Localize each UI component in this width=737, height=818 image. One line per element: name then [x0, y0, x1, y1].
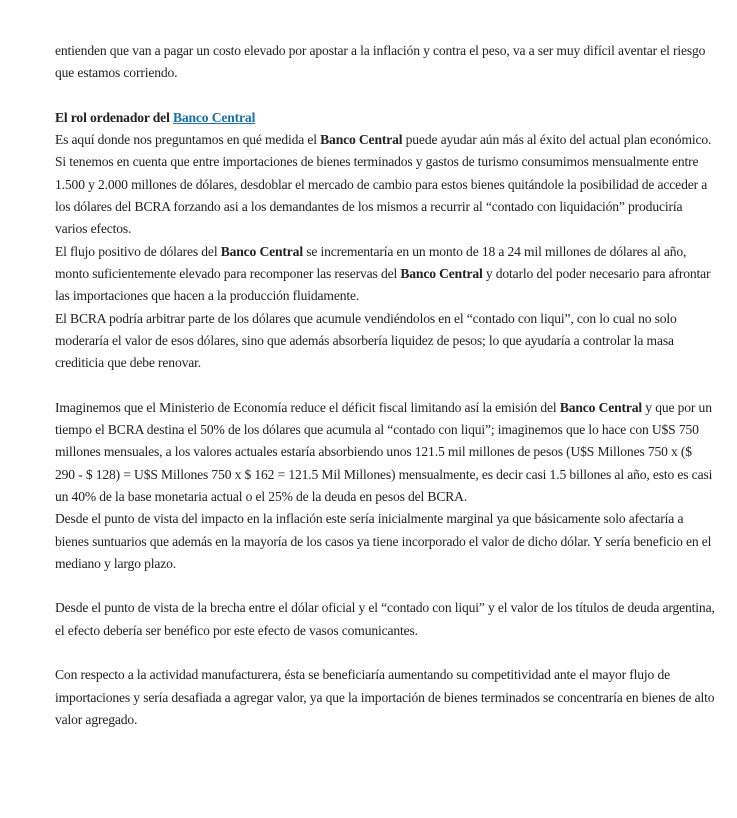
bold-term: Banco Central: [559, 399, 643, 415]
paragraph-bcra-arbitrage: El BCRA podría arbitrar parte de los dólares que acumule vendiéndolos en el “contado con liqui”, con lo cual no solo moderaría el valor de esos dólares, sino que además absorbería liquidez de pesos; lo que ayudaría a controlar la masa crediticia que debe renovar.: [55, 310, 677, 371]
paragraph-text: y dotarlo del poder necesario para afrontar las importaciones que hacen a la producción fluidamente.: [55, 265, 711, 304]
paragraph-exchange-gap: Desde el punto de vista de la brecha entre el dólar oficial y el “contado con liqui” y el valor de los títulos de deuda argentina, el efecto debería ser benéfico por este efecto de vasos comunicantes.: [55, 600, 715, 638]
paragraph-spacer: [55, 575, 715, 597]
section-heading: [55, 107, 715, 129]
paragraph-text: El flujo positivo de dólares del: [55, 243, 221, 259]
paragraph-text: Imaginemos que el Ministerio de Economía reduce el déficit fiscal limitando así la emisión del: [55, 399, 560, 415]
paragraph-ministerio-economia: [55, 397, 715, 508]
paragraph-spacer: [55, 642, 715, 664]
paragraph-text: y que por un tiempo el BCRA destina el 50% de los dólares que acumula al “contado con liqui”; imaginemos que lo hace con U$S 750 millones mensuales, a los valores actuales estaría absorbiendo unos 121.5 mil millones de pesos (U$S Millones 750 x ($ 290 - $ 128) = U$S Millones 750 x $ 162 = 121.5 Mil Millones) mensualmente, es decir casi 1.5 billones al año, esto es casi un 40% de la base monetaria actual o el 25% de la deuda en pesos del BCRA.: [55, 399, 713, 504]
paragraph-dollar-flow: [55, 241, 715, 308]
paragraph-text: puede ayudar aún más al éxito del actual plan económico. Si tenemos en cuenta que entre importaciones de bienes terminados y gastos de turismo consumimos mensualmente entre 1.500 y 2.000 millones de dólares, desdoblar el mercado de cambio para estos bienes quitándole la posibilidad de acceder a los dólares del BCRA forzando asi a los demandantes de los mismos a recurrir al “contado con liquidación” produciría varios efectos.: [55, 132, 712, 237]
bold-term: Banco Central: [320, 132, 403, 148]
paragraph-text: se incrementaría en un monto de 18 a 24 mil millones de dólares al año, monto suficientemente elevado para recomponer las reservas del: [55, 243, 687, 281]
article-body: [55, 40, 715, 731]
paragraph-inflation-impact: Desde el punto de vista del impacto en la inflación este sería inicialmente marginal ya que básicamente solo afectaría a bienes suntuarios que además en la mayoría de los casos ya tiene incorporado el valor de dicho dólar. Y sería beneficio en el mediano y largo plazo.: [55, 511, 712, 571]
paragraph-intro-continuation: entienden que van a pagar un costo elevado por apostar a la inflación y contra el peso, va a ser muy difícil aventar el riesgo que estamos corriendo.: [55, 43, 706, 81]
paragraph-spacer: [55, 85, 715, 107]
paragraph-spacer: [55, 374, 715, 396]
bold-term: Banco Central: [220, 243, 303, 259]
paragraph-banco-central-role: [55, 129, 715, 240]
section-heading-text: El rol ordenador del: [55, 109, 173, 125]
paragraph-text: Es aquí donde nos preguntamos en qué medida el: [55, 132, 321, 148]
bold-term: Banco Central: [400, 265, 483, 281]
paragraph-manufacturing: Con respecto a la actividad manufacturera, ésta se beneficiaría aumentando su competitividad ante el mayor flujo de importaciones y sería desafiada a agregar valor, ya que la importación de bienes terminados se concentraría en bienes de alto valor agregado.: [55, 667, 715, 727]
banco-central-link[interactable]: Banco Central: [172, 109, 256, 125]
